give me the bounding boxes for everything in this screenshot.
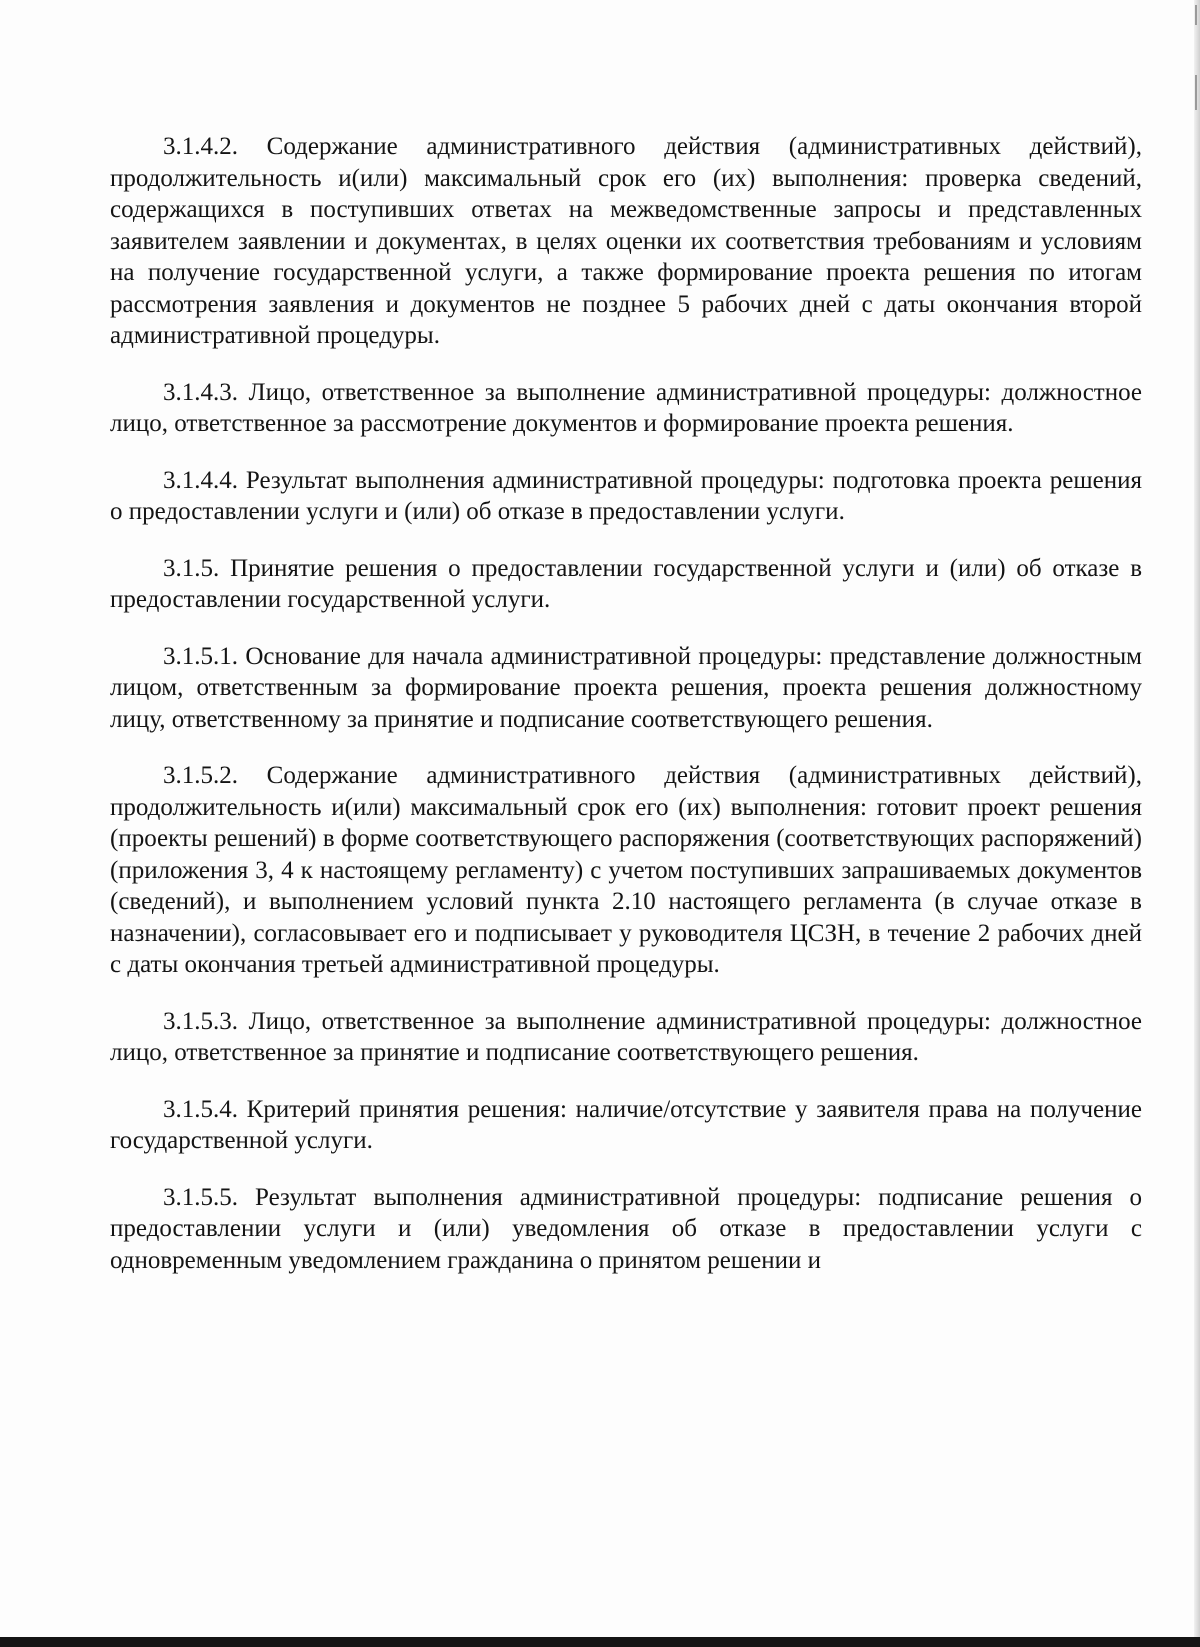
- scan-edge-mark: [1195, 5, 1197, 25]
- paragraph-3-1-5-3: 3.1.5.3. Лицо, ответственное за выполнение административной процедуры: должностное лицо, ответственное за принятие и подписание соответствующего решения.: [110, 1007, 1142, 1066]
- paragraph-3-1-5: 3.1.5. Принятие решения о предоставлении государственной услуги и (или) об отказе в предоставлении государственной услуги.: [110, 554, 1142, 613]
- paragraph-3-1-5-2: 3.1.5.2. Содержание административного действия (административных действий), продолжительность и(или) максимальный срок его (их) выполнения: готовит проект решения (проекты решений) в форме соответствующего распоряжения (соответствующих распоряжений) (приложения 3, 4 к настоящему регламенту) с учетом поступивших запрашиваемых документов (сведений), и выполнением условий пункта 2.10 настоящего регламента (в случае отказе в назначении), согласовывает его и подписывает у руководителя ЦСЗН, в течение 2 рабочих дней с даты окончания третьей административной процедуры.: [110, 762, 1142, 978]
- document-body: [110, 131, 1142, 1301]
- paragraph-3-1-4-3: 3.1.4.3. Лицо, ответственное за выполнение административной процедуры: должностное лицо, ответственное за рассмотрение документов и формирование проекта решения.: [110, 378, 1142, 437]
- paragraph-3-1-5-4: 3.1.5.4. Критерий принятия решения: наличие/отсутствие у заявителя права на получение государственной услуги.: [110, 1095, 1142, 1154]
- scan-bottom-edge: [0, 1637, 1200, 1647]
- paragraph-3-1-5-5: 3.1.5.5. Результат выполнения административной процедуры: подписание решения о предоставлении услуги и (или) уведомления об отказе в предоставлении услуги с одновременным уведомлением гражданина о принятом решении и: [110, 1183, 1142, 1274]
- paragraph-3-1-4-4: 3.1.4.4. Результат выполнения административной процедуры: подготовка проекта решения о предоставлении услуги и (или) об отказе в предоставлении услуги.: [110, 466, 1142, 525]
- paragraph-3-1-4-2: 3.1.4.2. Содержание административного действия (административных действий), продолжительность и(или) максимальный срок его (их) выполнения: проверка сведений, содержащихся в поступивших ответах на межведомственные запросы и представленных заявителем заявлении и документах, в целях оценки их соответствия требованиям и условиям на получение государственной услуги, а также формирование проекта решения по итогам рассмотрения заявления и документов не позднее 5 рабочих дней с даты окончания второй административной процедуры.: [110, 133, 1142, 349]
- scan-right-edge: [1194, 0, 1200, 1647]
- scan-edge-mark: [1195, 75, 1197, 110]
- paragraph-3-1-5-1: 3.1.5.1. Основание для начала административной процедуры: представление должностным лицом, ответственным за формирование проекта решения, проекта решения должностному лицу, ответственному за принятие и подписание соответствующего решения.: [110, 642, 1142, 733]
